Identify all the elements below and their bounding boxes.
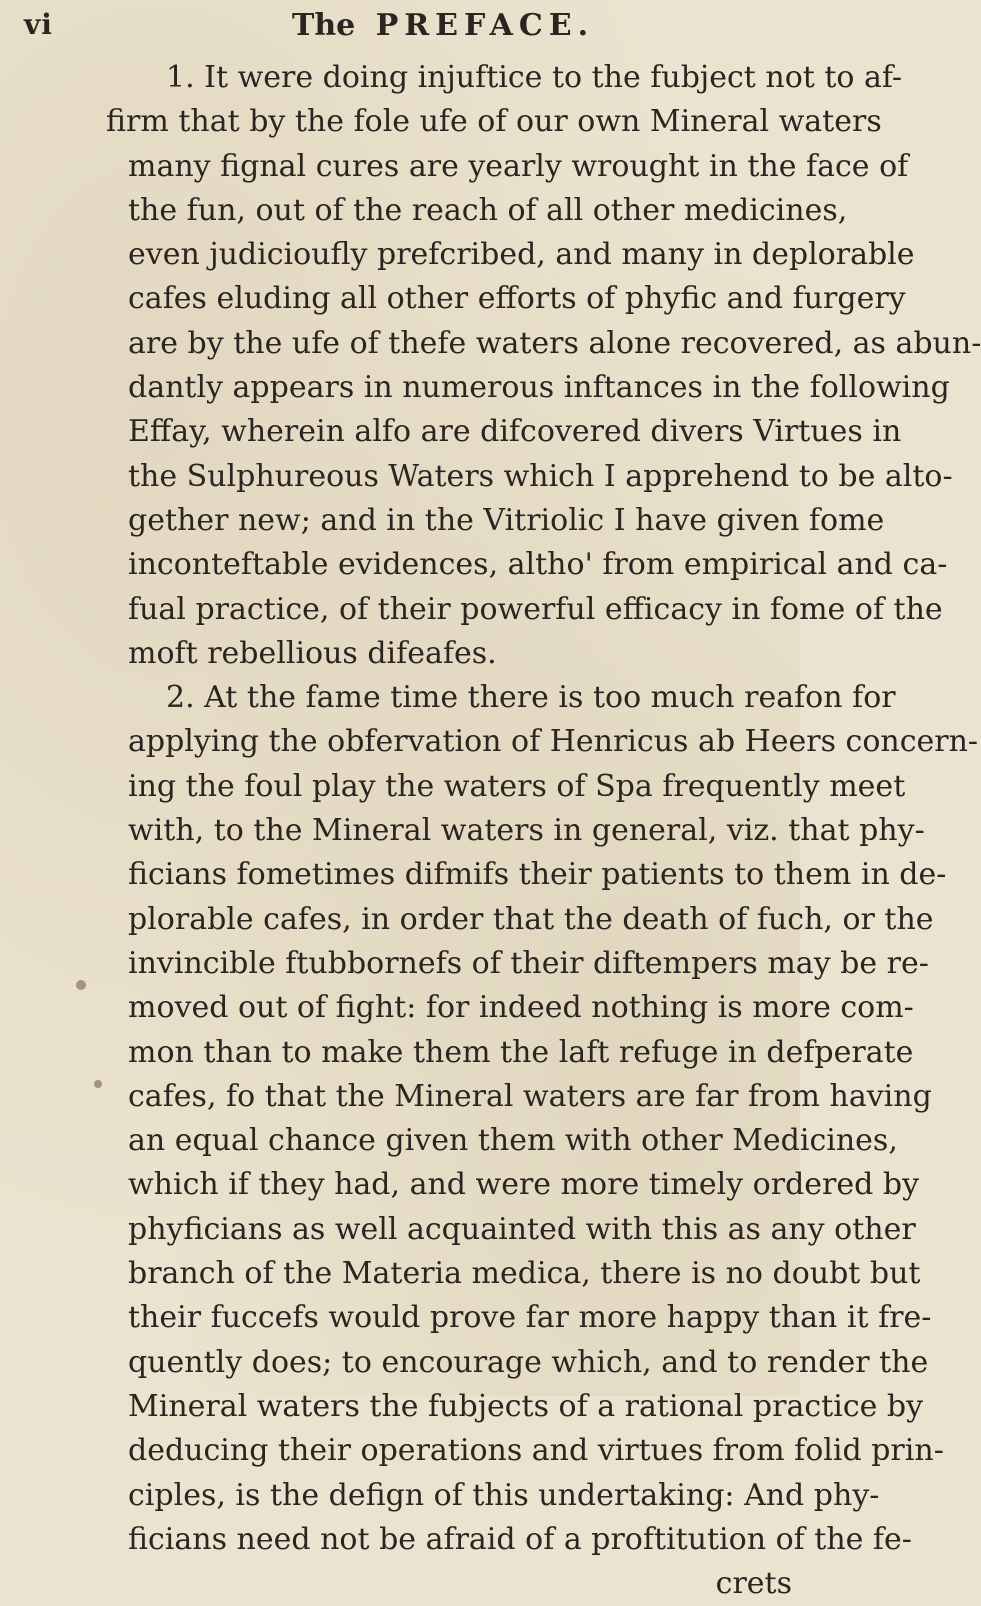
- text-line: the fun, out of the reach of all other medicines,: [128, 192, 848, 228]
- text-line: cafes eluding all other efforts of phyfic and furgery: [128, 281, 906, 317]
- text-line: phyficians as well acquainted with this as any other: [128, 1211, 916, 1247]
- text-line: inconteftable evidences, altho' from empirical and ca-: [128, 547, 948, 583]
- text-line: firm that by the fole ufe of our own Mineral waters: [106, 104, 882, 140]
- text-line: ciples, is the defign of this undertaking: And phy-: [128, 1477, 880, 1513]
- text-line: fual practice, of their powerful efficacy in fome of the: [128, 591, 943, 627]
- body-text: [106, 56, 981, 1606]
- catchword: crets: [715, 1566, 792, 1602]
- text-line: dantly appears in numerous inftances in the following: [128, 370, 950, 406]
- text-line: with, to the Mineral waters in general, viz. that phy-: [128, 813, 925, 849]
- running-head: [292, 8, 594, 43]
- text-line: ficians need not be afraid of a proftitution of the fe-: [128, 1521, 912, 1557]
- text-line: deducing their operations and virtues from folid prin-: [128, 1433, 944, 1469]
- text-line: invincible ftubbornefs of their diftempers may be re-: [128, 945, 929, 981]
- text-line: ficians fometimes difmifs their patients to them in de-: [128, 857, 947, 893]
- ink-stain: [76, 980, 86, 990]
- text-line: moved out of fight: for indeed nothing is more com-: [128, 990, 914, 1026]
- text-line: applying the obfervation of Henricus ab Heers concern-: [128, 724, 979, 760]
- text-line: moft rebellious difeafes.: [128, 635, 497, 671]
- text-line: plorable cafes, in order that the death of fuch, or the: [128, 901, 934, 937]
- text-line: ing the foul play the waters of Spa frequently meet: [128, 768, 906, 804]
- text-line: quently does; to encourage which, and to render the: [128, 1344, 929, 1380]
- text-line: mon than to make them the laft refuge in defperate: [128, 1034, 914, 1070]
- running-head-article: The: [292, 8, 356, 43]
- page-number: vi: [24, 8, 53, 41]
- text-line: are by the ufe of thefe waters alone recovered, as abun-: [128, 325, 981, 361]
- text-line: which if they had, and were more timely ordered by: [128, 1167, 920, 1203]
- text-line: 2. At the fame time there is too much reafon for: [166, 680, 896, 716]
- text-line: the Sulphureous Waters which I apprehend to be alto-: [128, 458, 953, 494]
- text-line: branch of the Materia medica, there is no doubt but: [128, 1256, 921, 1292]
- text-line: even judicioufly prefcribed, and many in deplorable: [128, 237, 915, 273]
- text-line: an equal chance given them with other Medicines,: [128, 1123, 898, 1159]
- text-line: Effay, wherein alfo are difcovered divers Virtues in: [128, 414, 902, 450]
- text-line: gether new; and in the Vitriolic I have given fome: [128, 502, 885, 538]
- ink-stain: [94, 1080, 102, 1088]
- running-head-title: PREFACE.: [375, 8, 595, 43]
- text-line: Mineral waters the fubjects of a rational practice by: [128, 1388, 924, 1424]
- text-line: their fuccefs would prove far more happy than it fre-: [128, 1300, 932, 1336]
- text-line: 1. It were doing injuftice to the fubject not to af-: [166, 60, 903, 95]
- text-line: many fignal cures are yearly wrought in the face of: [128, 148, 909, 184]
- text-line: cafes, fo that the Mineral waters are far from having: [128, 1078, 932, 1114]
